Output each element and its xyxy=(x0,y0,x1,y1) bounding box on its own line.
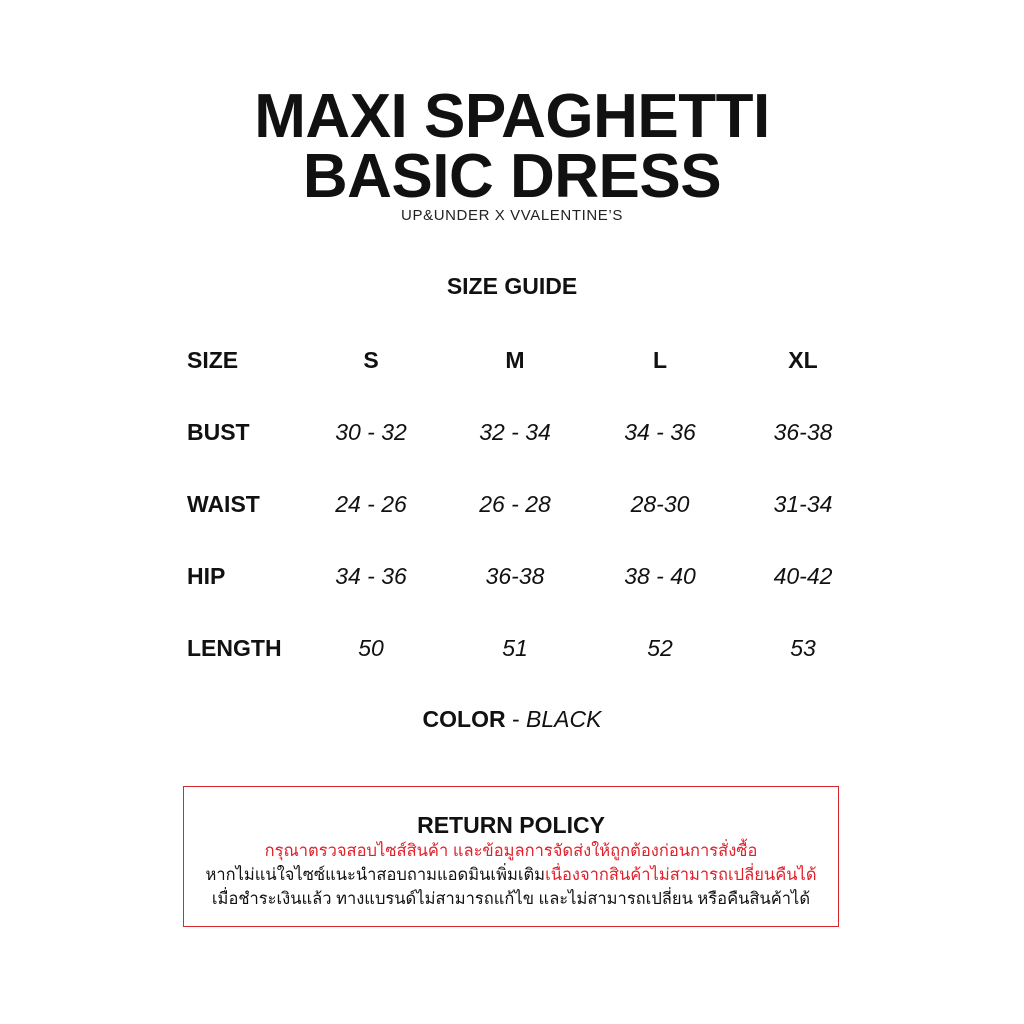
size-table-row-bust xyxy=(187,404,877,476)
brand-collab-subtitle: UP&UNDER X VVALENTINE’S xyxy=(401,207,623,224)
row-label-hip: HIP xyxy=(187,563,226,589)
size-header-l: L xyxy=(652,347,668,373)
length-xl: 53 xyxy=(790,635,816,661)
row-label-waist: WAIST xyxy=(187,491,260,517)
waist-m: 26 - 28 xyxy=(479,491,551,517)
return-policy-line-2-red: เนื่องจากสินค้าไม่สามารถเปลี่ยนคืนได้ xyxy=(545,866,817,884)
color-value: BLACK xyxy=(526,706,602,732)
waist-l: 28-30 xyxy=(630,491,690,517)
size-header-m: M xyxy=(505,347,525,373)
row-label-length: LENGTH xyxy=(187,635,282,661)
size-header-label: SIZE xyxy=(187,347,239,373)
length-l: 52 xyxy=(647,635,673,661)
size-table xyxy=(187,332,877,692)
waist-xl: 31-34 xyxy=(773,491,833,517)
hip-m: 36-38 xyxy=(485,563,545,589)
row-label-bust: BUST xyxy=(187,419,250,445)
hip-l: 38 - 40 xyxy=(624,563,696,589)
bust-m: 32 - 34 xyxy=(479,419,551,445)
product-title-line-2: BASIC DRESS xyxy=(302,142,722,211)
size-table-row-length xyxy=(187,620,877,692)
color-info xyxy=(0,706,1024,733)
length-m: 51 xyxy=(502,635,528,661)
bust-s: 30 - 32 xyxy=(335,419,407,445)
return-policy-line-1: กรุณาตรวจสอบไซส์สินค้า และข้อมูลการจัดส่งให้ถูกต้องก่อนการสั่งซื้อ xyxy=(264,842,758,860)
size-table-row-hip xyxy=(187,548,877,620)
size-table-row-waist xyxy=(187,476,877,548)
return-policy-line-2-dark: หากไม่แน่ใจไซซ์แนะนำสอบถามแอดมินเพิ่มเติม xyxy=(205,866,546,884)
length-s: 50 xyxy=(358,635,384,661)
product-title-line-1: MAXI SPAGHETTI xyxy=(254,82,770,151)
size-header-xl: XL xyxy=(788,347,818,373)
return-policy-box xyxy=(183,786,839,927)
color-separator: - xyxy=(505,706,527,732)
return-policy-line-3: เมื่อชำระเงินแล้ว ทางแบรนด์ไม่สามารถแก้ไข และไม่สามารถเปลี่ยน หรือคืนสินค้าได้ xyxy=(211,890,811,908)
size-guide-heading: SIZE GUIDE xyxy=(446,273,578,299)
return-policy-title: RETURN POLICY xyxy=(417,812,605,838)
bust-l: 34 - 36 xyxy=(624,419,696,445)
bust-xl: 36-38 xyxy=(773,419,833,445)
color-label: COLOR xyxy=(422,706,506,732)
hip-s: 34 - 36 xyxy=(335,563,407,589)
waist-s: 24 - 26 xyxy=(335,491,407,517)
size-header-s: S xyxy=(363,347,379,373)
return-policy-line-2 xyxy=(184,863,838,887)
hip-xl: 40-42 xyxy=(773,563,833,589)
size-table-header-row xyxy=(187,332,877,404)
